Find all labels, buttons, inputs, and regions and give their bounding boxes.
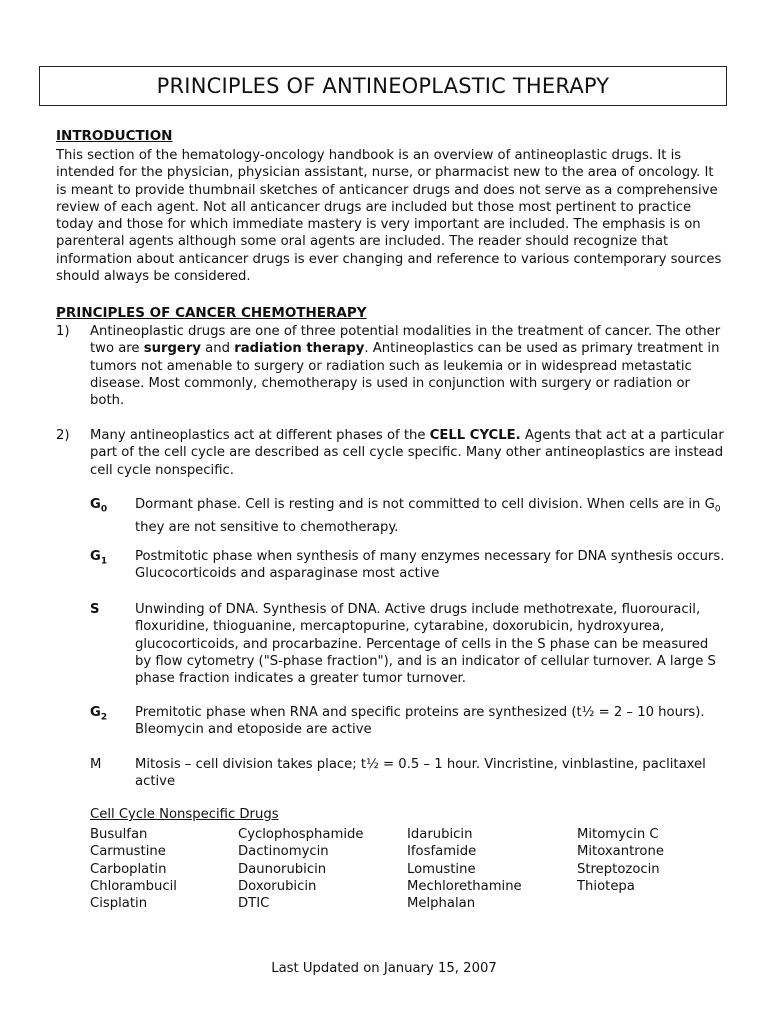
drug-name: Ifosfamide (407, 844, 477, 860)
item-number: 2) (56, 428, 70, 443)
phase-description: Mitosis – cell division takes place; t½ = 0.5 – 1 hour. Vincristine, vinblastine, paclitaxel active (135, 757, 706, 790)
phase-label: M (90, 757, 102, 772)
drug-name: Thiotepa (577, 878, 635, 894)
drug-name: Carmustine (90, 844, 166, 860)
drug-column-3 (407, 826, 522, 912)
phase-description: Postmitotic phase when synthesis of many enzymes necessary for DNA synthesis occurs. Glucocorticoids and asparaginase most active (135, 549, 725, 582)
drug-column-2 (238, 826, 363, 912)
drug-column-1 (90, 826, 177, 912)
drug-name: Daunorubicin (238, 861, 327, 877)
drug-name: Lomustine (407, 861, 476, 877)
drug-name: Doxorubicin (238, 878, 317, 894)
drug-name: Mitoxantrone (577, 844, 664, 860)
phase-label: $G_0$ (90, 497, 108, 515)
phase-description: Premitotic phase when RNA and specific proteins are synthesized (t½ = 2 – 10 hours). Bleomycin and etoposide are active (135, 705, 705, 738)
page-title: PRINCIPLES OF ANTINEOPLASTIC THERAPY (156, 74, 610, 98)
drug-name: Idarubicin (407, 827, 473, 842)
radiation-therapy-term: radiation therapy (234, 341, 365, 357)
nonspecific-drugs-heading: Cell Cycle Nonspecific Drugs (90, 807, 279, 822)
surgery-term: surgery (143, 341, 201, 357)
item-text: Antineoplastic drugs are one of three potential modalities in the treatment of cancer. The other two are surgery and radiation therapy. Antineoplastics can be used as primary treatment in tumors not amenable to surgery or radiation such as leukemia or in widespread metastatic disease. Most commonly, chemotherapy is used in conjunction with surgery or radiation or both. (90, 324, 721, 409)
drug-column-4 (577, 826, 664, 895)
principles-heading: PRINCIPLES OF CANCER CHEMOTHERAPY (56, 305, 367, 321)
cell-cycle-term: CELL CYCLE. (429, 428, 521, 443)
phase-description: Unwinding of DNA. Synthesis of DNA. Active drugs include methotrexate, fluorouracil, floxuridine, thioguanine, mercaptopurine, cytarabine, doxorubicin, hydroxyurea, glucocorticoids, and procarbazine. Percentage of cells in the S phase can be measured by flow cytometry ("S-phase fraction"), and is an indicator of cellular turnover. A large S phase fraction indicates a greater tumor turnover. (135, 602, 716, 687)
drug-name: Cisplatin (90, 896, 148, 912)
drug-name: DTIC (238, 896, 270, 912)
drug-name: Mechlorethamine (407, 878, 522, 894)
title-box (39, 66, 727, 106)
phase-label: $G_1$ (90, 549, 108, 567)
drug-name: Busulfan (90, 827, 148, 842)
drug-name: Streptozocin (577, 861, 660, 877)
item-text: Many antineoplastics act at different phases of the CELL CYCLE. Agents that act at a particular part of the cell cycle are described as cell cycle specific. Many other antineoplastics are instead cell cycle nonspecific. (90, 428, 724, 478)
phase-description: Dormant phase. Cell is resting and is not committed to cell division. When cells are in $G_0$ they are not sensitive to chemotherapy. (135, 497, 721, 535)
drug-name: Chlorambucil (90, 878, 177, 894)
drug-name: Dactinomycin (238, 844, 329, 860)
phase-label: $G_2$ (90, 705, 108, 723)
introduction-text: This section of the hematology-oncology handbook is an overview of antineoplastic drugs. It is intended for the physician, physician assistant, nurse, or pharmacist new to the area of oncology. It is meant to provide thumbnail sketches of anticancer drugs and does not serve as a comprehensive review of each agent. Not all anticancer drugs are included but those most pertinent to practice today and those for which immediate mastery is very important are included. The emphasis is on parenteral agents although some oral agents are included. The reader should recognize that information about anticancer drugs is ever changing and reference to various contemporary sources should always be considered. (56, 148, 722, 285)
drug-name: Mitomycin C (577, 827, 659, 842)
drug-name: Melphalan (407, 896, 476, 912)
drug-name: Carboplatin (90, 861, 167, 877)
item-number: 1) (56, 324, 70, 339)
phase-label: S (90, 602, 100, 617)
introduction-heading: INTRODUCTION (56, 128, 173, 144)
drug-name: Cyclophosphamide (238, 827, 364, 842)
footer-last-updated: Last Updated on January 15, 2007 (271, 961, 497, 976)
